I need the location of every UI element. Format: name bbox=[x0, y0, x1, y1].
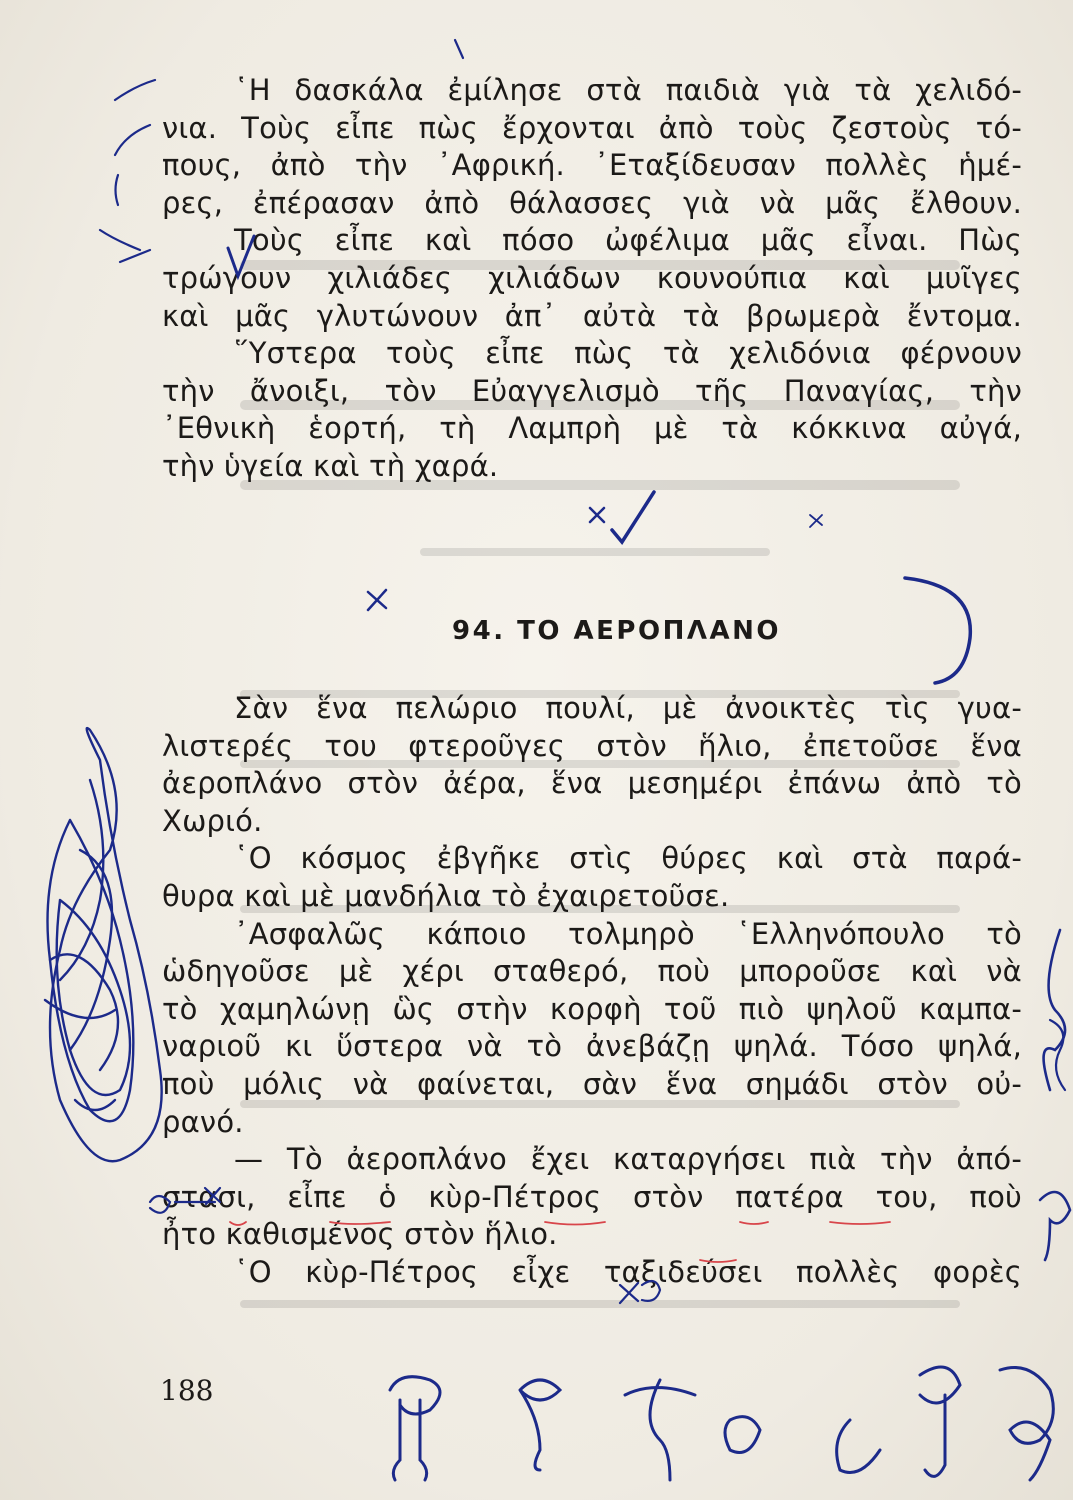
text-line: Χωριό. bbox=[162, 803, 263, 838]
text-line: νια. Τοὺς εἶπε πὼς ἔρχονται ἀπὸ τοὺς ζεστοὺς τό- bbox=[162, 110, 1022, 145]
text-line: ῾Η δασκάλα ἐμίλησε στὰ παιδιὰ γιὰ τὰ χελιδό- bbox=[234, 73, 1022, 107]
text-line: ποὺ μόλις νὰ φαίνεται, σὰν ἕνα σημάδι στὸν οὐ- bbox=[162, 1066, 1022, 1101]
text-line: ναριοῦ κι ὕστερα νὰ τὸ ἀνεβάζῃ ψηλά. Τόσο ψηλά, bbox=[162, 1029, 1022, 1064]
text-line: Σὰν ἕνα πελώριο πουλί, μὲ ἀνοικτὲς τὶς γυα- bbox=[234, 691, 1022, 725]
text-line: στασι, εἶπε ὁ κὺρ-Πέτρος στὸν πατέρα του, ποὺ bbox=[162, 1179, 1022, 1214]
text-line: ῞Υστερα τοὺς εἶπε πὼς τὰ χελιδόνια φέρνουν bbox=[234, 336, 1022, 371]
text-line: ᾽Εθνικὴ ἑορτή, τὴ Λαμπρὴ μὲ τὰ κόκκινα αὐγά, bbox=[162, 411, 1022, 446]
text-line: ρες, ἐπέρασαν ἀπὸ θάλασσες γιὰ νὰ μᾶς ἔλθουν. bbox=[162, 185, 1022, 220]
text-line: — Τὸ ἀεροπλάνο ἔχει καταργήσει πιὰ τὴν ἀπό- bbox=[234, 1142, 1022, 1177]
chapter-heading-text: 94. ΤΟ ΑΕΡΟΠΛΑΝΟ bbox=[452, 616, 781, 646]
text-line: τρώγουν χιλιάδες χιλιάδων κουνούπια καὶ μυῖγες bbox=[162, 260, 1022, 295]
text-line: ῾Ο κόσμος ἐβγῆκε στὶς θύρες καὶ στὰ παρά- bbox=[234, 841, 1022, 876]
text-line: Τοὺς εἶπε καὶ πόσο ὠφέλιμα μᾶς εἶναι. Πὼς bbox=[234, 223, 1022, 258]
page-number: 188 bbox=[160, 1374, 214, 1407]
text-line: τὴν ἄνοιξι, τὸν Εὐαγγελισμὸ τῆς Παναγίας, τὴν bbox=[162, 373, 1022, 408]
text-line: τὴν ὑγεία καὶ τὴ χαρά. bbox=[162, 448, 499, 483]
text-line: λιστερές του φτεροῦγες στὸν ἥλιο, ἐπετοῦσε ἕνα bbox=[162, 728, 1022, 763]
text-line: ἦτο καθισμένος στὸν ἥλιο. bbox=[162, 1217, 558, 1252]
text-line: ἀεροπλάνο στὸν ἀέρα, ἕνα μεσημέρι ἐπάνω ἀπὸ τὸ bbox=[162, 766, 1022, 801]
section2-text bbox=[162, 690, 1022, 1292]
text-line: τὸ χαμηλώνῃ ὣς στὴν κορφὴ τοῦ πιὸ ψηλοῦ καμπα- bbox=[162, 991, 1022, 1026]
text-line: ᾽Ασφαλῶς κάποιο τολμηρὸ ῾Ελληνόπουλο τὸ bbox=[234, 916, 1022, 951]
section1-text bbox=[162, 72, 1022, 486]
text-line: θυρα καὶ μὲ μανδήλια τὸ ἐχαιρετοῦσε. bbox=[162, 878, 730, 913]
text-line: ὡδηγοῦσε μὲ χέρι σταθερό, ποὺ μποροῦσε καὶ νὰ bbox=[162, 954, 1022, 989]
text-line: ῾Ο κὺρ-Πέτρος εἶχε ταξιδεύσει πολλὲς φορὲς bbox=[234, 1254, 1022, 1289]
text-line: ρανό. bbox=[162, 1104, 244, 1139]
text-line: πους, ἀπὸ τὴν ᾽Αφρική. ᾽Εταξίδευσαν πολλὲς ἡμέ- bbox=[162, 148, 1022, 183]
chapter-heading bbox=[0, 616, 1073, 646]
text-line: καὶ μᾶς γλυτώνουν ἀπ᾽ αὐτὰ τὰ βρωμερὰ ἔντομα. bbox=[162, 298, 1022, 333]
